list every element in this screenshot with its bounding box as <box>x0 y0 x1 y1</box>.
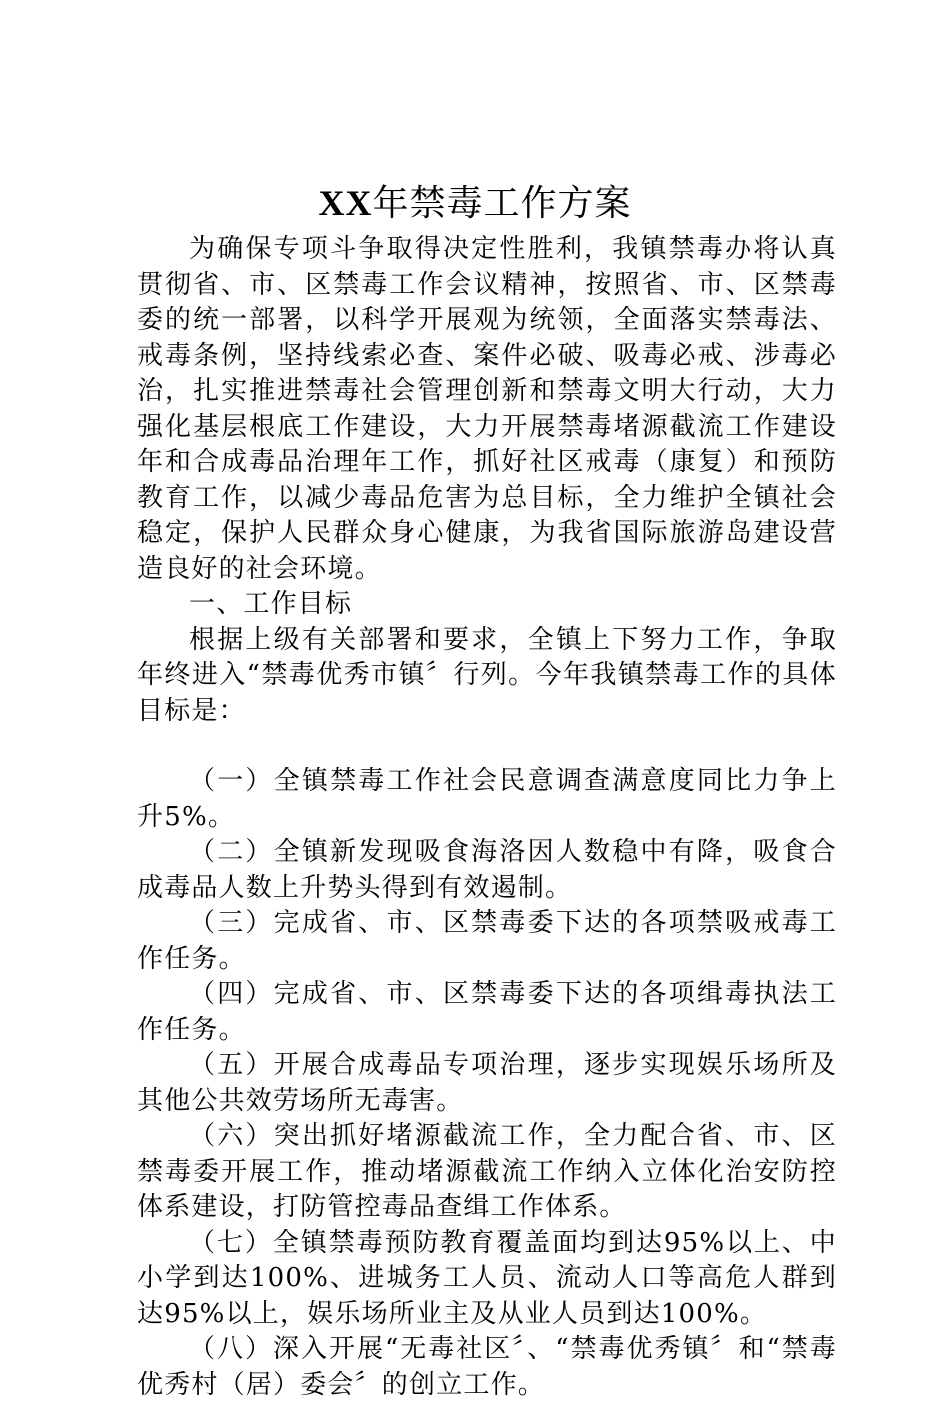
goal-item-4: （四）完成省、市、区禁毒委下达的各项缉毒执法工作任务。 <box>137 979 837 1045</box>
goal-item-5: （五）开展合成毒品专项治理，逐步实现娱乐场所及其他公共效劳场所无毒害。 <box>137 1050 837 1116</box>
document-title <box>0 178 950 229</box>
goal-item-1: （一）全镇禁毒工作社会民意调查满意度同比力争上升5%。 <box>137 766 837 832</box>
goal-item-3: （三）完成省、市、区禁毒委下达的各项禁吸戒毒工作任务。 <box>137 908 837 974</box>
goals-intro-paragraph: 根据上级有关部署和要求，全镇上下努力工作，争取年终进入“禁毒优秀市镇〞行列。今年我镇禁毒工作的具体目标是： <box>137 624 837 726</box>
document-body <box>137 232 837 1403</box>
goal-item-6: （六）突出抓好堵源截流工作，全力配合省、市、区禁毒委开展工作，推动堵源截流工作纳入立体化治安防控体系建设，打防管控毒品查缉工作体系。 <box>137 1121 837 1222</box>
goal-item-2: （二）全镇新发现吸食海洛因人数稳中有降，吸食合成毒品人数上升势头得到有效遏制。 <box>137 837 837 903</box>
title-main: 年禁毒工作方案 <box>372 183 632 224</box>
goal-item-7: （七）全镇禁毒预防教育覆盖面均到达95%以上、中小学到达100%、进城务工人员、流动人口等高危人群到达95%以上，娱乐场所业主及从业人员到达100%。 <box>137 1227 837 1329</box>
goal-item-8: （八）深入开展“无毒社区〞、“禁毒优秀镇〞和“禁毒优秀村（居）委会〞的创立工作。 <box>137 1334 837 1400</box>
section-heading-goals: 一、工作目标 <box>189 589 353 619</box>
intro-paragraph: 为确保专项斗争取得决定性胜利，我镇禁毒办将认真贯彻省、市、区禁毒工作会议精神，按照省、市、区禁毒委的统一部署，以科学开展观为统领，全面落实禁毒法、戒毒条例，坚持线索必查、案件必破、吸毒必戒、涉毒必治，扎实推进禁毒社会管理创新和禁毒文明大行动，大力强化基层根底工作建设，大力开展禁毒堵源截流工作建设年和合成毒品治理年工作，抓好社区戒毒（康复）和预防教育工作，以减少毒品危害为总目标，全力维护全镇社会稳定，保护人民群众身心健康，为我省国际旅游岛建设营造良好的社会环境。 <box>137 234 837 584</box>
title-prefix: XX <box>318 183 373 223</box>
